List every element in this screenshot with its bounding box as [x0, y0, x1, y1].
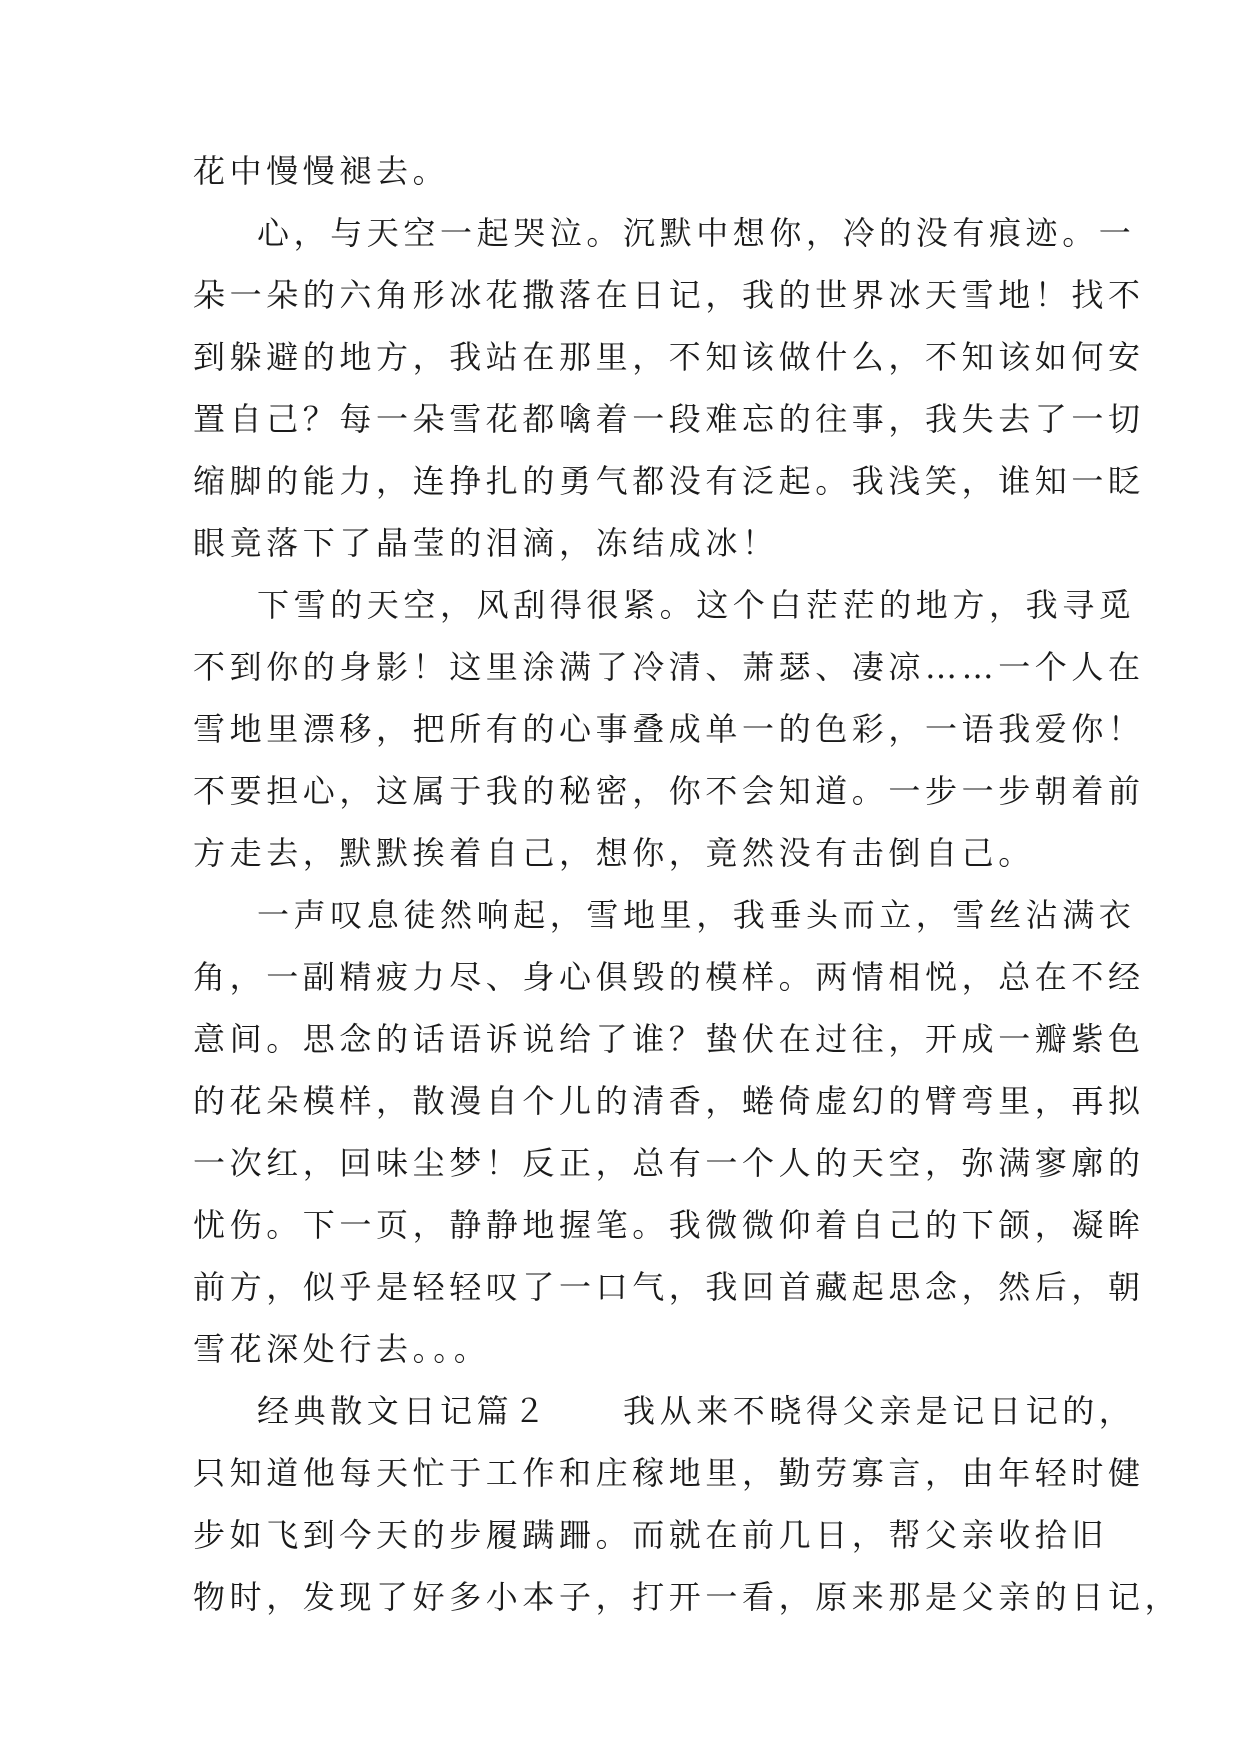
text-line: 角，一副精疲力尽、身心俱毁的模样。两情相悦，总在不经 — [193, 958, 1145, 996]
text-line: 雪地里漂移，把所有的心事叠成单一的色彩，一语我爱你！ — [193, 710, 1145, 748]
text-line: 到躲避的地方，我站在那里，不知该做什么，不知该如何安 — [193, 338, 1145, 376]
text-line: 雪花深处行去。。。 — [193, 1330, 491, 1368]
text-line: 前方，似乎是轻轻叹了一口气，我回首藏起思念，然后，朝 — [193, 1268, 1145, 1306]
text-line: 方走去，默默挨着自己，想你，竟然没有击倒自己。 — [193, 834, 1035, 872]
text-line: 花中慢慢褪去。 — [193, 152, 450, 190]
paragraph-first-line: 下雪的天空，风刮得很紧。这个白茫茫的地方，我寻觅 — [257, 586, 1136, 624]
text-line: 一次红，回味尘梦！反正，总有一个人的天空，弥满寥廓的 — [193, 1144, 1145, 1182]
text-line: 置自己？每一朵雪花都噙着一段难忘的往事，我失去了一切 — [193, 400, 1145, 438]
text-line: 忧伤。下一页，静静地握笔。我微微仰着自己的下颌，凝眸 — [193, 1206, 1145, 1244]
paragraph-first-line: 心，与天空一起哭泣。沉默中想你，冷的没有痕迹。一 — [257, 214, 1136, 252]
text-line: 不到你的身影！这里涂满了冷清、萧瑟、凄凉……一个人在 — [193, 648, 1145, 686]
text-line: 步如飞到今天的步履蹒跚。而就在前几日，帮父亲收拾旧 — [193, 1516, 1109, 1554]
text-line: 朵一朵的六角形冰花撒落在日记，我的世界冰天雪地！找不 — [193, 276, 1145, 314]
text-line: 眼竟落下了晶莹的泪滴，冻结成冰！ — [193, 524, 779, 562]
paragraph-first-line: 一声叹息徒然响起，雪地里，我垂头而立，雪丝沾满衣 — [257, 896, 1136, 934]
text-line: 缩脚的能力，连挣扎的勇气都没有泛起。我浅笑，谁知一眨 — [193, 462, 1145, 500]
text-line: 只知道他每天忙于工作和庄稼地里，勤劳寡言，由年轻时健 — [193, 1454, 1145, 1492]
text-line: 的花朵模样，散漫自个儿的清香，蜷倚虚幻的臂弯里，再拟 — [193, 1082, 1145, 1120]
paragraph-first-line: 经典散文日记篇２ 我从来不晓得父亲是记日记的， — [257, 1392, 1136, 1430]
text-line: 意间。思念的话语诉说给了谁？蛰伏在过往，开成一瓣紫色 — [193, 1020, 1145, 1058]
text-line: 物时，发现了好多小本子，打开一看，原来那是父亲的日记， — [193, 1578, 1182, 1616]
text-line: 不要担心，这属于我的秘密，你不会知道。一步一步朝着前 — [193, 772, 1145, 810]
